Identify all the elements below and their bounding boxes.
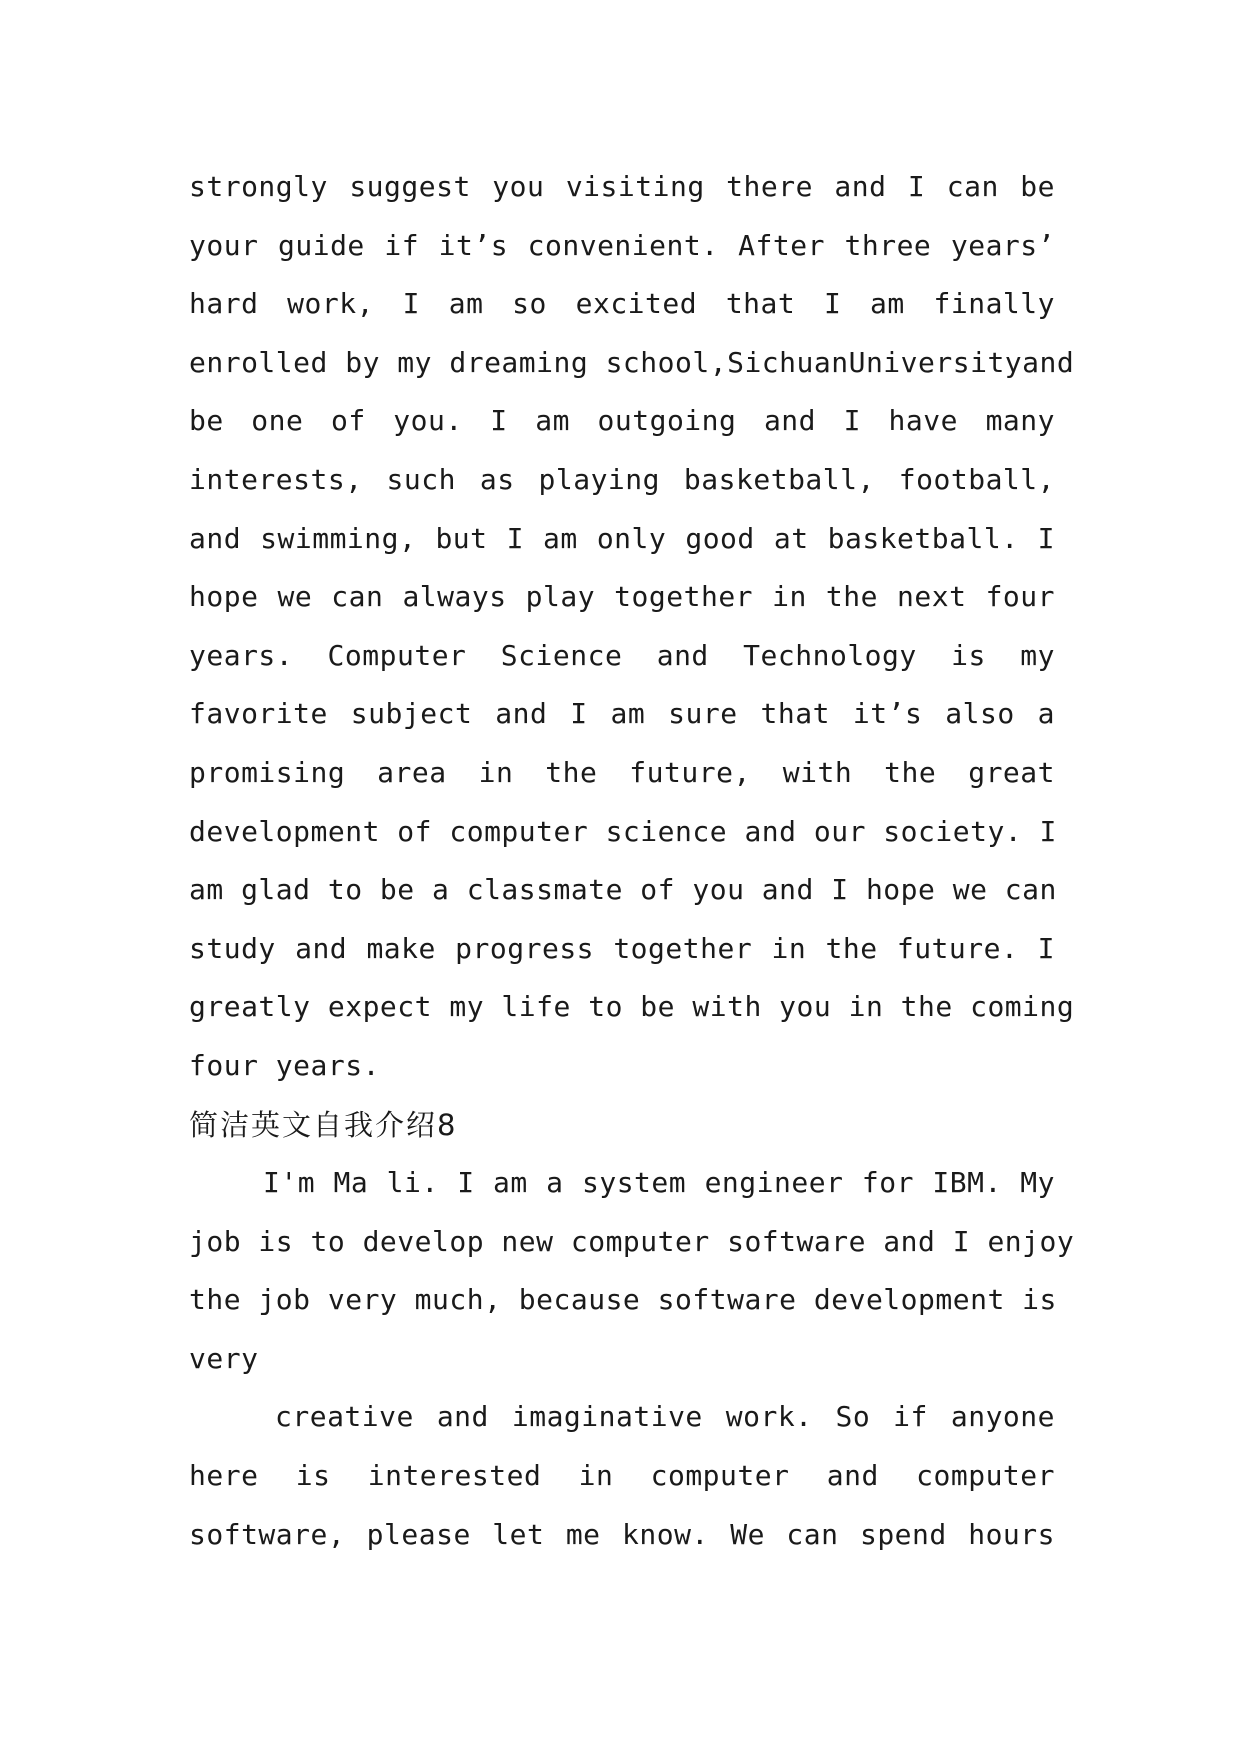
text-line: very xyxy=(189,1341,259,1375)
section-heading: 简洁英文自我介绍8 xyxy=(189,1107,458,1142)
text-line: greatly expect my life to be with you in the coming xyxy=(189,990,1075,1024)
text-line: the job very much, because software development is xyxy=(189,1283,1057,1317)
text-line: hard work, I am so excited that I am finally xyxy=(189,287,1055,321)
text-line: development of computer science and our society. I xyxy=(189,814,1057,848)
paragraph-intro xyxy=(189,1154,1075,1388)
text-line: strongly suggest you visiting there and I can be xyxy=(189,170,1055,203)
text-line: here is interested in computer and computer xyxy=(189,1459,1055,1493)
text-line: years. Computer Science and Technology is my xyxy=(189,638,1055,672)
text-line: and swimming, but I am only good at basketball. I xyxy=(189,521,1055,555)
text-line: interests, such as playing basketball, football, xyxy=(189,462,1055,496)
text-line: promising area in the future, with the great xyxy=(189,755,1055,789)
text-line: favorite subject and I am sure that it’s also a xyxy=(189,697,1055,731)
text-line: four years. xyxy=(189,1048,380,1082)
text-line: I'm Ma li. I am a system engineer for IBM. My xyxy=(263,1166,1055,1200)
text-line: study and make progress together in the future. I xyxy=(189,931,1055,965)
text-line: hope we can always play together in the next four xyxy=(189,580,1055,614)
text-line: am glad to be a classmate of you and I hope we can xyxy=(189,873,1057,907)
paragraph-continued xyxy=(189,158,1075,1096)
document-body xyxy=(189,158,1075,1564)
text-line: job is to develop new computer software and I enjoy xyxy=(189,1224,1075,1258)
text-line: creative and imaginative work. So if anyone xyxy=(275,1400,1055,1434)
text-line: enrolled by my dreaming school,SichuanUniversityand xyxy=(189,345,1075,379)
text-line: software, please let me know. We can spend hours xyxy=(189,1517,1055,1551)
text-line: your guide if it’s convenient. After three years’ xyxy=(189,228,1055,262)
paragraph-continued-2 xyxy=(189,1388,1055,1564)
text-line: be one of you. I am outgoing and I have many xyxy=(189,404,1055,438)
